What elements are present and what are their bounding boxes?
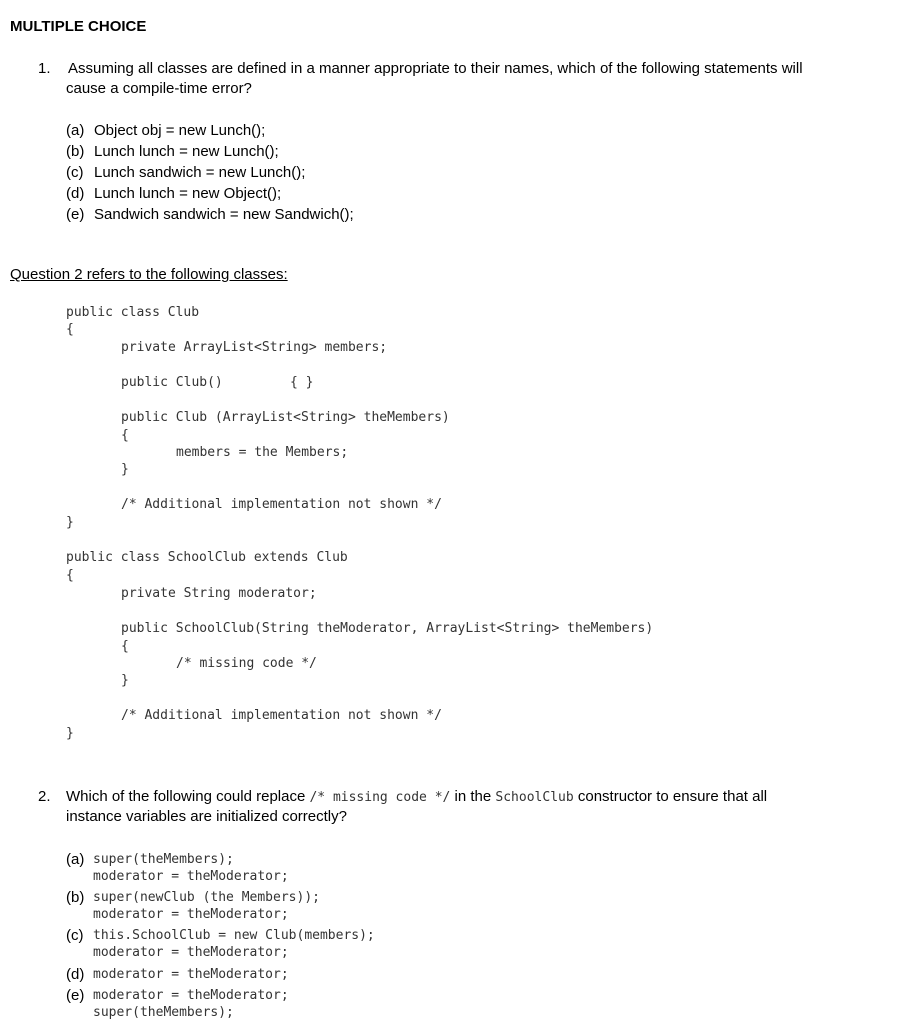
code-comment: /* Additional implementation not shown */ [121, 708, 442, 723]
code-schoolclub-ctor: public SchoolClub(String theModerator, ArrayList<String> theMembers) [121, 621, 654, 636]
q1-option-a-text: Object obj = new Lunch(); [94, 122, 266, 139]
q1-option-c-label: (c) [66, 164, 84, 181]
q2-option-c-line2: moderator = theModerator; [93, 945, 289, 960]
q1-option-c-text: Lunch sandwich = new Lunch(); [94, 164, 306, 181]
q2-option-e-label: (e) [66, 987, 85, 1004]
q2-option-c-line1: this.SchoolClub = new Club(members); [93, 928, 375, 943]
q2-option-e-line2: super(theMembers); [93, 1005, 234, 1020]
code-ctor2: public Club (ArrayList<String> theMembers) [121, 410, 450, 425]
code-ctor2-body: members = the Members; [176, 445, 349, 460]
code-comment: /* Additional implementation not shown */ [121, 497, 442, 512]
code-brace: { [66, 322, 74, 337]
q2-option-a-label: (a) [66, 851, 85, 868]
q2-option-a-line1: super(theMembers); [93, 852, 234, 867]
q2-intro: Question 2 refers to the following classes: [10, 266, 288, 283]
q2-option-d-line1: moderator = theModerator; [93, 967, 289, 982]
code-brace: } [121, 673, 129, 688]
code-brace: { [66, 568, 74, 583]
code-brace: } [66, 726, 74, 741]
q2-option-b-line2: moderator = theModerator; [93, 907, 289, 922]
code-club-declaration: public class Club [66, 305, 200, 320]
code-brace: { [121, 639, 129, 654]
page-heading: MULTIPLE CHOICE [10, 18, 147, 35]
code-missing-comment: /* missing code */ [176, 656, 317, 671]
q2-option-b-line1: super(newClub (the Members)); [93, 890, 320, 905]
code-schoolclub-declaration: public class SchoolClub extends Club [66, 550, 348, 565]
code-brace: } [121, 462, 129, 477]
q2-option-d-label: (d) [66, 966, 85, 983]
q1-option-d-label: (d) [66, 185, 85, 202]
q1-option-b-text: Lunch lunch = new Lunch(); [94, 143, 279, 160]
q2-number: 2. [38, 788, 51, 805]
q1-option-d-text: Lunch lunch = new Object(); [94, 185, 282, 202]
q1-text-line1: Assuming all classes are defined in a manner appropriate to their names, which of the following statements will [68, 60, 803, 77]
code-brace: } [66, 515, 74, 530]
q2-option-c-label: (c) [66, 927, 84, 944]
q2-option-b-label: (b) [66, 889, 85, 906]
code-brace: { [121, 428, 129, 443]
code-ctor1-body: { } [290, 375, 314, 390]
q1-option-a-label: (a) [66, 122, 85, 139]
q1-text-line2: cause a compile-time error? [66, 80, 252, 97]
code-schoolclub-field: private String moderator; [121, 586, 317, 601]
q1-number: 1. [38, 60, 51, 77]
q2-text-line2: instance variables are initialized correctly? [66, 808, 347, 825]
q2-option-a-line2: moderator = theModerator; [93, 869, 289, 884]
code-ctor1: public Club() [121, 375, 223, 390]
q2-text-line1: Which of the following could replace /* missing code */ in the SchoolClub constructor to ensure that all [66, 788, 768, 805]
code-field: private ArrayList<String> members; [121, 340, 388, 355]
q1-option-e-label: (e) [66, 206, 85, 223]
q1-option-e-text: Sandwich sandwich = new Sandwich(); [94, 206, 354, 223]
q2-option-e-line1: moderator = theModerator; [93, 988, 289, 1003]
q1-option-b-label: (b) [66, 143, 85, 160]
